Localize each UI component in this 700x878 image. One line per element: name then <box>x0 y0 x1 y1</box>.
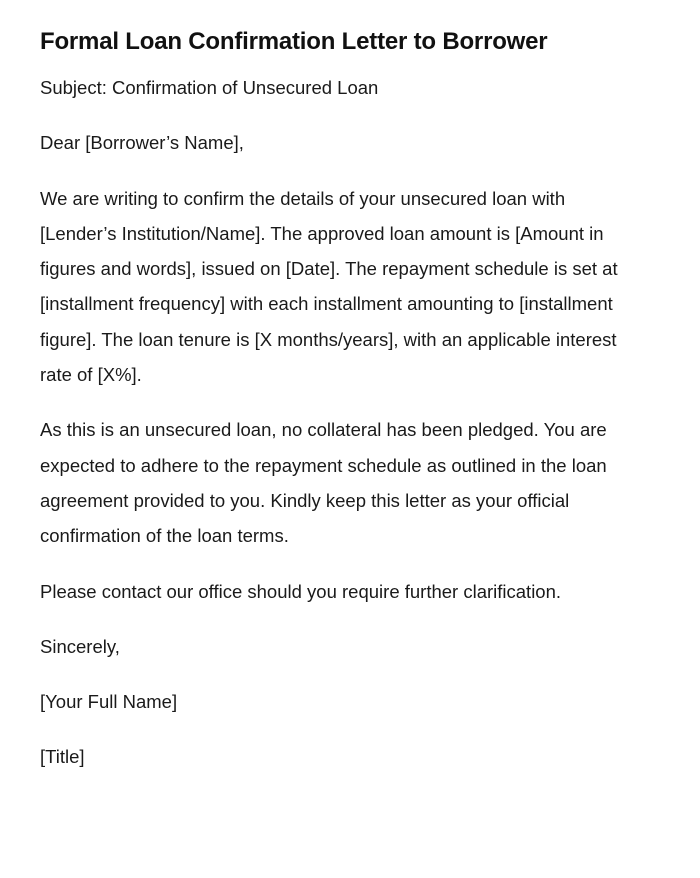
signature-title: [Title] <box>40 746 85 768</box>
body-paragraph-3: Please contact our office should you require further clarification. <box>40 580 562 602</box>
salutation: Dear [Borrower’s Name], <box>40 132 244 154</box>
body-paragraph-1: We are writing to confirm the details of your unsecured loan with [Lender’s Institution/Name]. The approved loan amount is [Amount in figures and words], issued on [Date]. The repayment schedule is set at [installment frequency] with each installment amounting to [installment figure]. The loan tenure is [X months/years], with an applicable interest rate of [X%]. <box>40 187 618 386</box>
page-title: Formal Loan Confirmation Letter to Borrower <box>40 28 548 55</box>
closing: Sincerely, <box>40 635 120 657</box>
letter-page <box>0 26 700 878</box>
body-paragraph-2: As this is an unsecured loan, no collateral has been pledged. You are expected to adhere to the repayment schedule as outlined in the loan agreement provided to you. Kindly keep this letter as your official confirmation of the loan terms. <box>40 419 607 547</box>
subject-line: Subject: Confirmation of Unsecured Loan <box>40 77 379 98</box>
signature-name: [Your Full Name] <box>40 691 178 713</box>
